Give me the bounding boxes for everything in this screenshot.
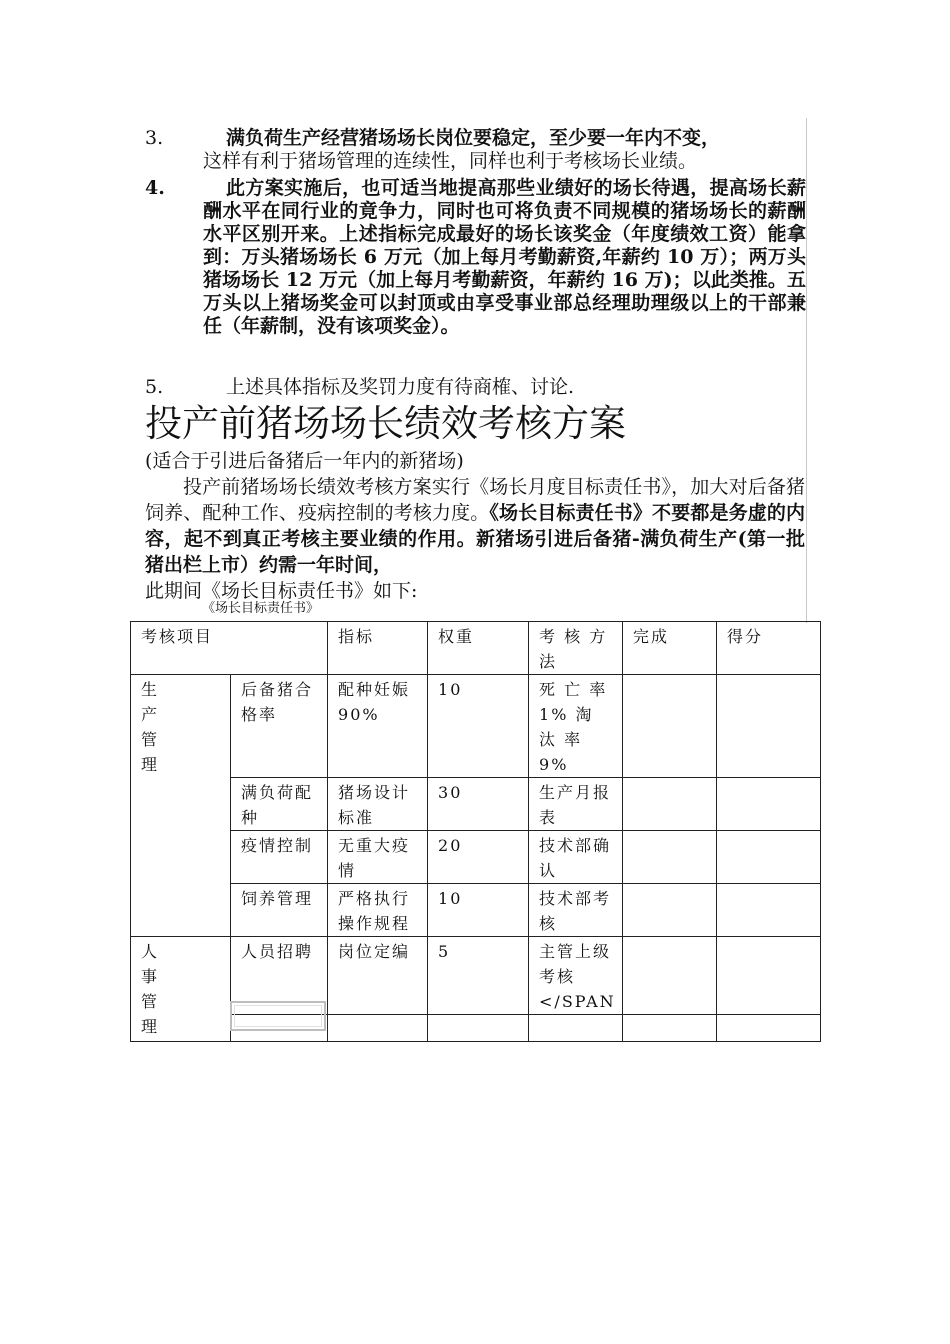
item-cell: 满负荷配种 [231,778,328,831]
responsibility-table [130,621,821,1042]
item-cell: 人员招聘 [231,937,328,1015]
done-cell [623,937,717,1015]
category-cell: 人事管理 [131,937,231,1042]
header-cell: 完成 [623,622,717,675]
header-cell: 考 核 方法 [529,622,623,675]
weight-cell [428,1015,529,1042]
table-row [131,884,821,937]
item-5-text: 上述具体指标及奖罚力度有待商榷、讨论. [226,376,575,398]
done-cell [623,831,717,884]
item-number: 5. [145,376,164,398]
intro-bold-text: 《场长目标责任书》不要都是务虚的内容，起不到真正考核主要业绩的作用。新猪场引进后备猪-满负荷生产(第一批猪出栏上市）约需一年时间， [145,502,805,576]
method-cell: 生产月报表 [529,778,623,831]
table-caption: 《场长目标责任书》 [202,601,320,616]
method-cell: 主管上级考核</SPAN [529,937,623,1015]
weight-cell: 20 [428,831,529,884]
indicator-cell: 配种妊娠 90% [328,675,428,778]
score-cell [717,937,821,1015]
done-cell [623,1015,717,1042]
item-number: 4. [145,177,165,199]
header-cell: 指标 [328,622,428,675]
intro-normal-text: 投产前猪场场长绩效考核方案实行《场长月度目标责任书》，加大对后备猪饲养、配种工作、疫病控制的考核力度。 [145,476,805,524]
item-3-text: 满负荷生产经营猪场场长岗位要稳定，至少要一年内不变， [226,127,721,149]
table-header-row [131,622,821,675]
indicator-cell [328,1015,428,1042]
header-cell: 权重 [428,622,529,675]
category-cell: 生产管理 [131,675,231,937]
table-row [131,778,821,831]
indicator-cell: 猪场设计标准 [328,778,428,831]
table-row [131,831,821,884]
done-cell [623,778,717,831]
method-cell: 死 亡 率 1% 淘 汰 率 9% [529,675,623,778]
score-cell [717,675,821,778]
done-cell [623,675,717,778]
weight-cell: 10 [428,884,529,937]
intro-paragraph [145,474,805,604]
score-cell [717,831,821,884]
header-cell: 考核项目 [131,622,328,675]
done-cell [623,884,717,937]
subtitle: (适合于引进后备猪后一年内的新猪场) [145,450,464,472]
method-cell [529,1015,623,1042]
score-cell [717,778,821,831]
score-cell [717,884,821,937]
weight-cell: 30 [428,778,529,831]
margin-line [806,118,807,623]
intro-tail-text: 此期间《场长目标责任书》如下: [145,580,418,602]
header-cell: 得分 [717,622,821,675]
item-4-text: 此方案实施后，也可适当地提高那些业绩好的场长待遇，提高场长薪酬水平在同行业的竟争力，同时也可将负责不同规模的猪场场长的薪酬水平区别开来。上述指标完成最好的场长该奖金（年度绩效工资）能拿到：万头猪场场长 6 万元（加上每月考勤薪资,年薪约 10 万）；两万头猪场场长 12 万元（加上每月考勤薪资，年薪约 16 万)；以此类推。五万头以上猪场奖金可以封顶或由享受事业部总经理助理级以上的干部兼任（年薪制，没有该项奖金）。 [203,177,806,337]
indicator-cell: 岗位定编 [328,937,428,1015]
item-cell: 饲养管理 [231,884,328,937]
empty-textbox-inner [234,1005,322,1027]
item-3-first-line [226,127,806,150]
method-cell: 技术部考核 [529,884,623,937]
table-row [131,675,821,778]
weight-cell: 10 [428,675,529,778]
weight-cell: 5 [428,937,529,1015]
item-cell: 疫情控制 [231,831,328,884]
item-number: 3. [145,127,164,149]
item-3-continuation: 这样有利于猪场管理的连续性，同样也利于考核场长业绩。 [203,150,698,172]
indicator-cell: 无重大疫情 [328,831,428,884]
score-cell [717,1015,821,1042]
indicator-cell: 严格执行操作规程 [328,884,428,937]
method-cell: 技术部确认 [529,831,623,884]
page-title: 投产前猪场场长绩效考核方案 [145,402,626,445]
item-cell: 后备猪合格率 [231,675,328,778]
